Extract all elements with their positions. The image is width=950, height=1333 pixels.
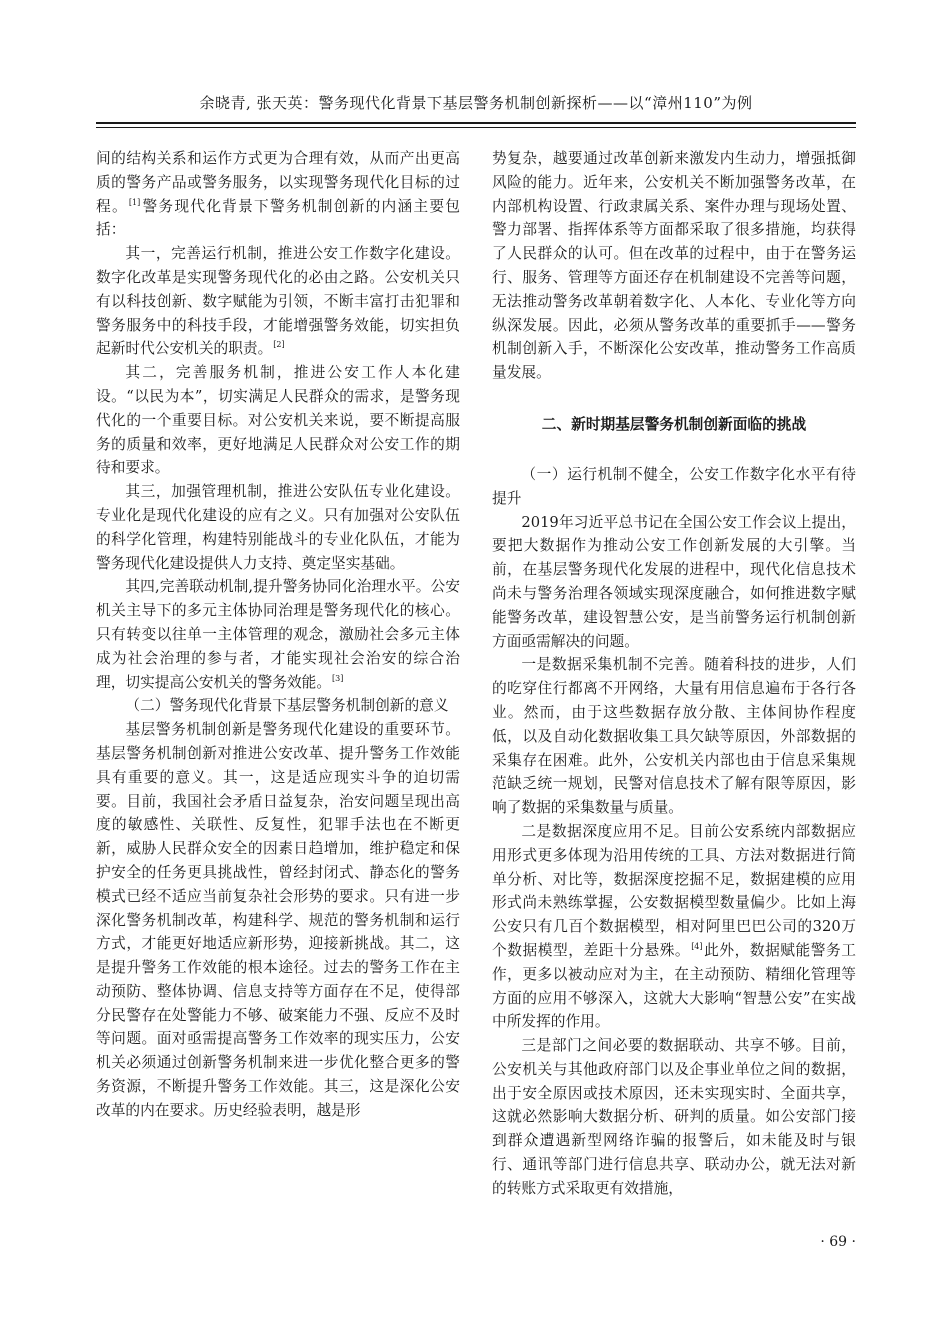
- paragraph: 其一，完善运行机制，推进公安工作数字化建设。数字化改革是实现警务现代化的必由之路。公安机关只有以科技创新、数字赋能为引领，不断丰富打击犯罪和警务服务中的科技手段，才能增强警务效能，切实担负起新时代公安机关的职责。[2]: [96, 245, 460, 358]
- paragraph: 三是部门之间必要的数据联动、共享不够。目前，公安机关与其他政府部门以及企事业单位之间的数据，出于安全原因或技术原因，还未实现实时、全面共享，这就必然影响大数据分析、研判的质量。如公安部门接到群众遭遇新型网络诈骗的报警后，如未能及时与银行、通讯等部门进行信息共享、联动办公，就无法对新的转账方式采取更有效措施，: [492, 1037, 856, 1197]
- subsection-heading: （二）警务现代化背景下基层警务机制创新的意义: [125, 697, 449, 715]
- paragraph: 一是数据采集机制不完善。随着科技的进步，人们的吃穿住行都离不开网络，大量有用信息遍布于各行各业。然而，由于这些数据存放分散、主体间协作程度低，以及自动化数据收集工具欠缺等原因，外部数据的采集存在困难。此外，公安机关内部也由于信息采集规范缺乏统一规划，民警对信息技术了解有限等原因，影响了数据的采集数量与质量。: [492, 656, 856, 817]
- paragraph: 势复杂，越要通过改革创新来激发内生动力，增强抵御风险的能力。近年来，公安机关不断加强警务改革，在内部机构设置、行政隶属关系、案件办理与现场处置、警力部署、指挥体系等方面都采取了很多措施，均获得了人民群众的认可。但在改革的过程中，由于在警务运行、服务、管理等方面还存在机制建设不完善等问题，无法推动警务改革朝着数字化、人本化、专业化等方向纵深发展。因此，必须从警务改革的重要抓手——警务机制创新入手，不断深化公安改革，推动警务工作高质量发展。: [492, 150, 856, 382]
- running-title: 余晓青, 张天英：警务现代化背景下基层警务机制创新探析——以“漳州110”为例: [199, 94, 753, 112]
- right-column: [492, 147, 856, 1232]
- paragraph: 间的结构关系和运作方式更为合理有效，从而产出更高质的警务产品或警务服务，以实现警务现代化目标的过程。[1]警务现代化背景下警务机制创新的内涵主要包括：: [96, 150, 460, 239]
- paragraph: 其三，加强管理机制，推进公安队伍专业化建设。专业化是现代化建设的应有之义。只有加强对公安队伍的科学化管理，构建特别能战斗的专业化队伍，才能为警务现代化建设提供人力支持、奠定坚实基础。: [96, 483, 460, 572]
- citation: [3]: [332, 673, 344, 683]
- page-number: · 69 ·: [820, 1234, 856, 1250]
- citation: [4]: [691, 942, 703, 952]
- paragraph: 其四,完善联动机制,提升警务协同化治理水平。公安机关主导下的多元主体协同治理是警务现代化的核心。只有转变以往单一主体管理的观念，激励社会多元主体成为社会治理的参与者，才能实现社会治安的综合治理，切实提高公安机关的警务效能。[3]: [96, 578, 460, 691]
- subsection-heading: （一）运行机制不健全，公安工作数字化水平有待提升: [492, 465, 856, 507]
- section-heading: 二、新时期基层警务机制创新面临的挑战: [541, 415, 807, 433]
- header-rule-thick: [96, 122, 856, 124]
- paragraph: 基层警务机制创新是警务现代化建设的重要环节。基层警务机制创新对推进公安改革、提升警务工作效能具有重要的意义。其一，这是适应现实斗争的迫切需要。目前，我国社会矛盾日益复杂，治安问题呈现出高度的敏感性、关联性、反复性，犯罪手法也在不断更新，威胁人民群众安全的因素日趋增加，维护稳定和保护安全的任务更具挑战性，曾经封闭式、静态化的警务模式已经不适应当前复杂社会形势的要求。只有进一步深化警务机制改革，构建科学、规范的警务机制和运行方式，才能更好地适应新形势，迎接新挑战。其二，这是提升警务工作效能的根本途径。过去的警务工作在主动预防、整体协调、信息支持等方面存在不足，使得部分民警存在处警能力不够、破案能力不强、反应不及时等问题。面对亟需提高警务工作效率的现实压力，公安机关必须通过创新警务机制来进一步优化整合更多的警务资源，不断提升警务工作效能。其三，这是深化公安改革的内在要求。历史经验表明，越是形: [96, 721, 460, 1119]
- header-rule-thin: [96, 127, 856, 128]
- paragraph: 二是数据深度应用不足。目前公安系统内部数据应用形式更多体现为沿用传统的工具、方法对数据进行简单分析、对比等，数据深度挖掘不足，数据建模的应用形式尚未熟练掌握，公安数据模型数量偏少。比如上海公安只有几百个数据模型，相对阿里巴巴公司的320万个数据模型，差距十分悬殊。[4]此外，数据赋能警务工作，更多以被动应对为主，在主动预防、精细化管理等方面的应用不够深入，这就大大影响“智慧公安”在实战中所发挥的作用。: [492, 822, 856, 1031]
- paragraph: 其二，完善服务机制，推进公安工作人本化建设。“以民为本”，切实满足人民群众的需求，是警务现代化的一个重要目标。对公安机关来说，要不断提高服务的质量和效率，更好地满足人民群众对公安工作的期待和要求。: [96, 364, 460, 477]
- citation: [2]: [273, 340, 285, 350]
- paragraph: 2019年习近平总书记在全国公安工作会议上提出，要把大数据作为推动公安工作创新发展的大引擎。当前，在基层警务现代化发展的进程中，现代化信息技术尚未与警务治理各领域实现深度融合，如何推进数字赋能警务改革，建设智慧公安，是当前警务运行机制创新方面亟需解决的问题。: [492, 513, 856, 650]
- citation: [1]: [128, 197, 141, 207]
- left-column: [96, 147, 460, 1232]
